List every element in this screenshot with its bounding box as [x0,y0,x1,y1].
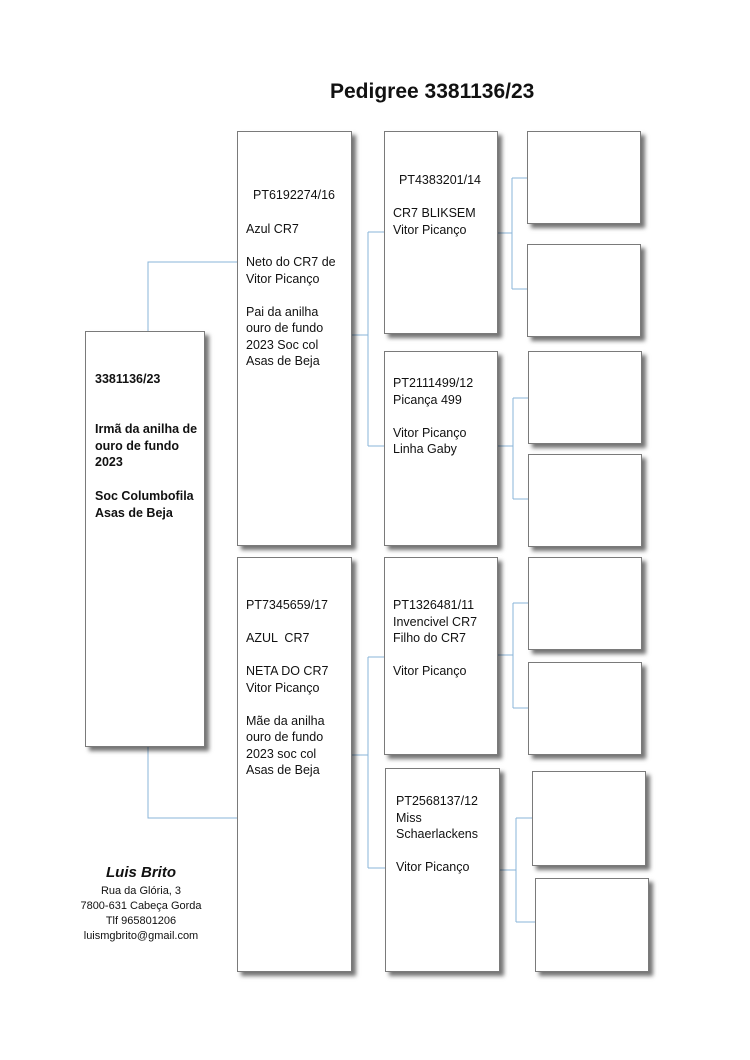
breeder-email: luismgbrito@gmail.com [83,930,199,942]
great-grandparent-box [528,557,642,650]
subject-ring: 3381136/23 [95,372,161,386]
great-grandparent-box [527,244,641,337]
sire-sire-text: CR7 BLIKSEM Vitor Picanço [393,206,476,237]
great-grandparent-box [535,878,649,972]
connector-subject-sire [148,262,237,331]
great-grandparent-box [528,454,642,547]
breeder-city: 7800-631 Cabeça Gorda [80,900,202,912]
breeder-address: Rua da Glória, 3 [100,885,182,897]
sire-text: Azul CR7 Neto do CR7 de Vitor Picanço Pai da anilha ouro de fundo 2023 Soc col Asas de Beja [246,222,336,368]
great-grandparent-box [528,351,642,444]
breeder-name: Luis Brito [106,864,176,881]
great-grandparent-box [532,771,646,866]
sire-sire-ring: PT4383201/14 [399,173,482,187]
breeder-info [62,862,220,944]
dam-sire-text: PT1326481/11 Invencivel CR7 Filho do CR7 Vitor Picanço [393,598,478,678]
sire-ring: PT6192274/16 [253,188,336,202]
great-grandparent-box [527,131,641,224]
breeder-phone: Tlf 965801206 [105,915,177,927]
subject-box [85,331,205,747]
connector-subject-dam [148,747,237,818]
dam-text: AZUL CR7 NETA DO CR7 Vitor Picanço Mãe da anilha ouro de fundo 2023 soc col Asas de Beja [246,631,329,777]
dam-dam-text: PT2568137/12 Miss Schaerlackens Vitor Picanço [396,794,479,874]
subject-note: Irmã da anilha de ouro de fundo 2023 [95,422,198,469]
sire-dam-text: PT2111499/12 Picança 499 Vitor Picanço Linha Gaby [393,376,474,456]
dam-ring: PT7345659/17 [246,598,329,612]
subject-club: Soc Columbofila Asas de Beja [95,489,194,520]
page-title: Pedigree 3381136/23 [330,80,535,103]
great-grandparent-box [528,662,642,755]
